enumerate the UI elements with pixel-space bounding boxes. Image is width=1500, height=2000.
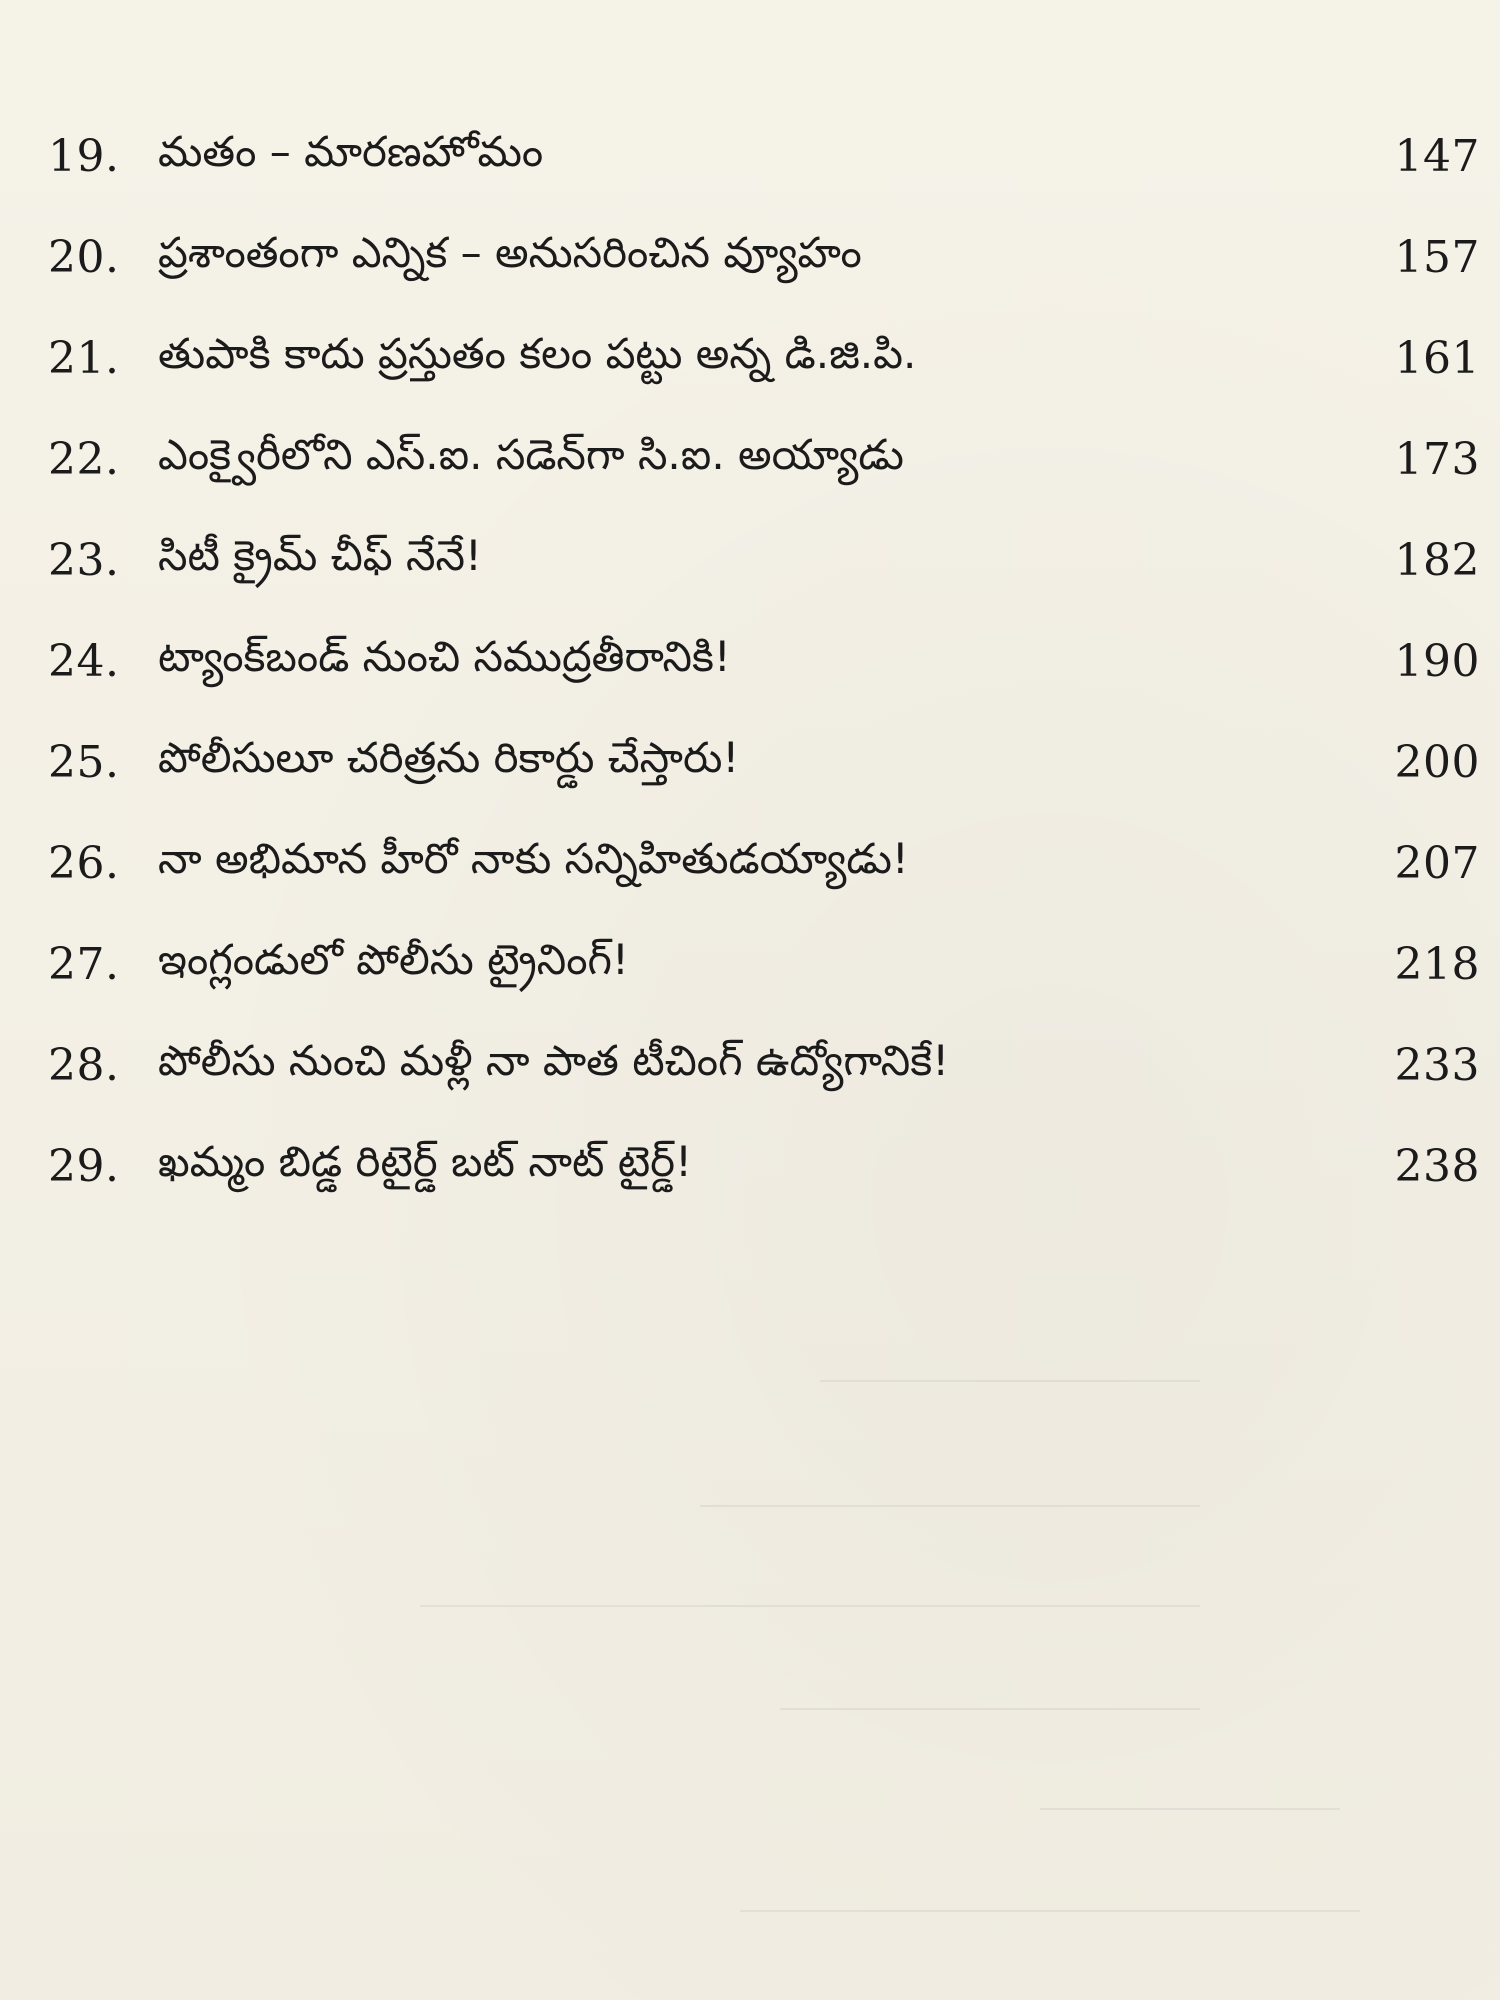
chapter-title: పోలీసులూ చరిత్రను రికార్డు చేస్తారు! xyxy=(158,732,740,782)
toc-entry xyxy=(48,308,1480,409)
chapter-number: 25. xyxy=(48,737,120,788)
toc-entry xyxy=(48,207,1480,308)
chapter-number: 27. xyxy=(48,939,120,990)
chapter-title: పోలీసు నుంచి మళ్లీ నా పాత టీచింగ్ ఉద్యోగానికే! xyxy=(158,1035,950,1085)
chapter-number: 22. xyxy=(48,434,120,485)
chapter-number: 20. xyxy=(48,232,120,283)
page-number: 157 xyxy=(1394,232,1480,283)
page-number: 207 xyxy=(1394,838,1480,889)
bleed-through-mark xyxy=(740,1910,1360,1912)
chapter-number: 28. xyxy=(48,1040,120,1091)
page-number: 233 xyxy=(1394,1040,1480,1091)
toc-entry xyxy=(48,813,1480,914)
chapter-title: తుపాకి కాదు ప్రస్తుతం కలం పట్టు అన్న డి.జి.పి. xyxy=(158,328,917,378)
page-number: 173 xyxy=(1394,434,1480,485)
page-number: 200 xyxy=(1394,737,1480,788)
toc-entry xyxy=(48,914,1480,1015)
page-number: 182 xyxy=(1394,535,1480,586)
bleed-through-mark xyxy=(420,1605,1200,1607)
page-number: 190 xyxy=(1394,636,1480,687)
page-number: 238 xyxy=(1394,1141,1480,1192)
chapter-number: 24. xyxy=(48,636,120,687)
chapter-number: 29. xyxy=(48,1141,120,1192)
toc-entry xyxy=(48,106,1480,207)
chapter-title: ఇంగ్లండులో పోలీసు ట్రైనింగ్! xyxy=(158,934,629,984)
bleed-through-mark xyxy=(780,1708,1200,1710)
toc-entry xyxy=(48,1116,1480,1217)
toc-entry xyxy=(48,611,1480,712)
chapter-title: ఎంక్వైరీలోని ఎస్.ఐ. సడెన్‌గా సి.ఐ. అయ్యాడు xyxy=(158,429,904,479)
chapter-number: 21. xyxy=(48,333,120,384)
bleed-through-mark xyxy=(700,1505,1200,1507)
chapter-title: నా అభిమాన హీరో నాకు సన్నిహితుడయ్యాడు! xyxy=(158,833,909,883)
page-number: 218 xyxy=(1394,939,1480,990)
page-number: 147 xyxy=(1394,131,1480,182)
toc-entry xyxy=(48,510,1480,611)
chapter-title: ప్రశాంతంగా ఎన్నిక – అనుసరించిన వ్యూహం xyxy=(158,227,862,277)
bleed-through-mark xyxy=(1040,1808,1340,1810)
chapter-number: 26. xyxy=(48,838,120,889)
chapter-number: 19. xyxy=(48,131,120,182)
toc-entry xyxy=(48,712,1480,813)
chapter-title: ఖమ్మం బిడ్డ రిటైర్డ్ బట్ నాట్ టైర్డ్! xyxy=(158,1136,692,1186)
chapter-title: సిటీ క్రైమ్ చీఫ్ నేనే! xyxy=(158,530,482,580)
chapter-title: ట్యాంక్‌బండ్ నుంచి సముద్రతీరానికి! xyxy=(158,631,731,681)
chapter-number: 23. xyxy=(48,535,120,586)
bleed-through-mark xyxy=(820,1380,1200,1382)
chapter-title: మతం – మారణహోమం xyxy=(158,126,544,176)
toc-entry xyxy=(48,409,1480,510)
page-number: 161 xyxy=(1394,333,1480,384)
toc-entry xyxy=(48,1015,1480,1116)
table-of-contents xyxy=(48,106,1480,1217)
